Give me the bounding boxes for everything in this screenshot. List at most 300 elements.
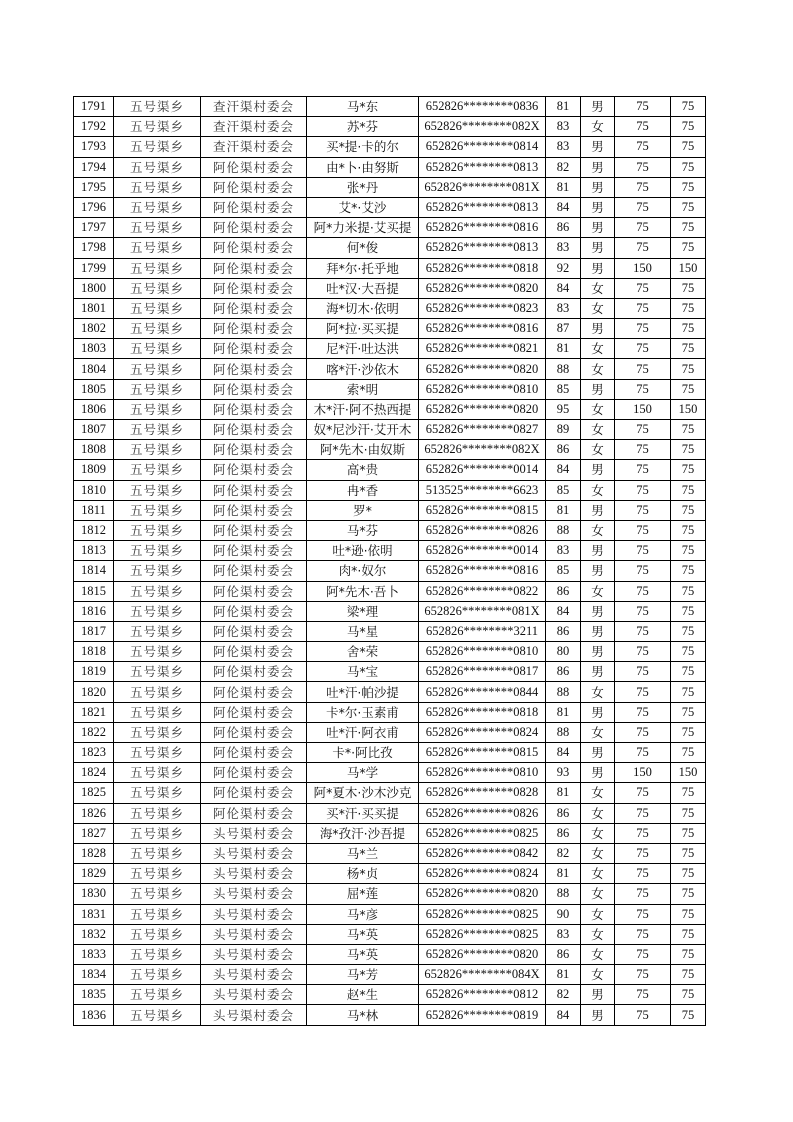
village-committee-cell: 阿伦渠村委会 [201, 319, 307, 339]
subsidy-standard-cell: 75 [615, 581, 671, 601]
table-row [74, 420, 706, 440]
age-cell: 86 [546, 823, 581, 843]
age-cell: 86 [546, 803, 581, 823]
subsidy-standard-cell: 75 [615, 722, 671, 742]
table-row [74, 621, 706, 641]
table-row [74, 238, 706, 258]
township-cell: 五号渠乡 [114, 238, 201, 258]
gender-cell: 男 [581, 743, 615, 763]
township-cell: 五号渠乡 [114, 884, 201, 904]
table-row [74, 177, 706, 197]
subsidy-amount-cell: 75 [671, 520, 706, 540]
id-number-cell: 652826********0815 [419, 743, 546, 763]
id-number-cell: 652826********0828 [419, 783, 546, 803]
village-committee-cell: 头号渠村委会 [201, 884, 307, 904]
table-row [74, 137, 706, 157]
name-cell: 罗* [307, 500, 419, 520]
name-cell: 索*明 [307, 379, 419, 399]
table-row [74, 460, 706, 480]
row-number-cell: 1822 [74, 722, 114, 742]
village-committee-cell: 阿伦渠村委会 [201, 359, 307, 379]
subsidy-standard-cell: 75 [615, 803, 671, 823]
age-cell: 83 [546, 117, 581, 137]
row-number-cell: 1803 [74, 339, 114, 359]
age-cell: 85 [546, 480, 581, 500]
gender-cell: 男 [581, 1005, 615, 1025]
gender-cell: 男 [581, 561, 615, 581]
township-cell: 五号渠乡 [114, 197, 201, 217]
age-cell: 81 [546, 864, 581, 884]
row-number-cell: 1816 [74, 601, 114, 621]
subsidy-standard-cell: 75 [615, 621, 671, 641]
age-cell: 86 [546, 218, 581, 238]
village-committee-cell: 阿伦渠村委会 [201, 621, 307, 641]
subsidy-standard-cell: 75 [615, 379, 671, 399]
id-number-cell: 652826********0817 [419, 662, 546, 682]
id-number-cell: 652826********0836 [419, 97, 546, 117]
age-cell: 81 [546, 177, 581, 197]
township-cell: 五号渠乡 [114, 420, 201, 440]
township-cell: 五号渠乡 [114, 379, 201, 399]
subsidy-standard-cell: 75 [615, 561, 671, 581]
township-cell: 五号渠乡 [114, 682, 201, 702]
township-cell: 五号渠乡 [114, 985, 201, 1005]
subsidy-standard-cell: 150 [615, 399, 671, 419]
subsidy-amount-cell: 75 [671, 722, 706, 742]
table-row [74, 783, 706, 803]
township-cell: 五号渠乡 [114, 823, 201, 843]
id-number-cell: 652826********081X [419, 601, 546, 621]
township-cell: 五号渠乡 [114, 460, 201, 480]
id-number-cell: 652826********0825 [419, 904, 546, 924]
name-cell: 艾*·艾沙 [307, 197, 419, 217]
table-row [74, 218, 706, 238]
row-number-cell: 1792 [74, 117, 114, 137]
gender-cell: 女 [581, 722, 615, 742]
row-number-cell: 1832 [74, 924, 114, 944]
gender-cell: 男 [581, 702, 615, 722]
subsidy-amount-cell: 75 [671, 662, 706, 682]
subsidy-amount-cell: 75 [671, 298, 706, 318]
subsidy-amount-cell: 75 [671, 197, 706, 217]
name-cell: 买*汗·买买提 [307, 803, 419, 823]
gender-cell: 女 [581, 843, 615, 863]
table-row [74, 743, 706, 763]
row-number-cell: 1826 [74, 803, 114, 823]
subsidy-standard-cell: 150 [615, 763, 671, 783]
id-number-cell: 652826********0824 [419, 864, 546, 884]
table-row [74, 480, 706, 500]
subsidy-amount-cell: 75 [671, 177, 706, 197]
name-cell: 马*兰 [307, 843, 419, 863]
township-cell: 五号渠乡 [114, 561, 201, 581]
gender-cell: 男 [581, 137, 615, 157]
gender-cell: 男 [581, 642, 615, 662]
table-row [74, 965, 706, 985]
township-cell: 五号渠乡 [114, 722, 201, 742]
table-row [74, 944, 706, 964]
subsidy-amount-cell: 75 [671, 843, 706, 863]
table-row [74, 803, 706, 823]
id-number-cell: 652826********0820 [419, 399, 546, 419]
subsidy-amount-cell: 75 [671, 985, 706, 1005]
row-number-cell: 1833 [74, 944, 114, 964]
gender-cell: 女 [581, 924, 615, 944]
age-cell: 81 [546, 339, 581, 359]
row-number-cell: 1812 [74, 520, 114, 540]
village-committee-cell: 查汗渠村委会 [201, 117, 307, 137]
name-cell: 马*英 [307, 944, 419, 964]
village-committee-cell: 阿伦渠村委会 [201, 601, 307, 621]
subsidy-standard-cell: 75 [615, 823, 671, 843]
township-cell: 五号渠乡 [114, 137, 201, 157]
row-number-cell: 1819 [74, 662, 114, 682]
gender-cell: 女 [581, 420, 615, 440]
township-cell: 五号渠乡 [114, 662, 201, 682]
row-number-cell: 1808 [74, 440, 114, 460]
subsidy-amount-cell: 75 [671, 541, 706, 561]
village-committee-cell: 头号渠村委会 [201, 1005, 307, 1025]
gender-cell: 女 [581, 884, 615, 904]
subsidy-standard-cell: 75 [615, 278, 671, 298]
subsidy-amount-cell: 75 [671, 743, 706, 763]
subsidy-standard-cell: 75 [615, 298, 671, 318]
id-number-cell: 652826********0822 [419, 581, 546, 601]
name-cell: 卡*·阿比孜 [307, 743, 419, 763]
name-cell: 冉*香 [307, 480, 419, 500]
age-cell: 80 [546, 642, 581, 662]
age-cell: 83 [546, 924, 581, 944]
table-row [74, 924, 706, 944]
row-number-cell: 1815 [74, 581, 114, 601]
id-number-cell: 513525********6623 [419, 480, 546, 500]
row-number-cell: 1831 [74, 904, 114, 924]
table-row [74, 823, 706, 843]
row-number-cell: 1795 [74, 177, 114, 197]
subsidy-amount-cell: 75 [671, 117, 706, 137]
village-committee-cell: 阿伦渠村委会 [201, 238, 307, 258]
subsidy-amount-cell: 75 [671, 682, 706, 702]
village-committee-cell: 阿伦渠村委会 [201, 480, 307, 500]
row-number-cell: 1793 [74, 137, 114, 157]
subsidy-amount-cell: 75 [671, 864, 706, 884]
subsidy-amount-cell: 75 [671, 944, 706, 964]
subsidy-amount-cell: 75 [671, 278, 706, 298]
table-row [74, 278, 706, 298]
table-row [74, 561, 706, 581]
township-cell: 五号渠乡 [114, 783, 201, 803]
age-cell: 86 [546, 944, 581, 964]
subsidy-amount-cell: 75 [671, 440, 706, 460]
table-row [74, 601, 706, 621]
row-number-cell: 1824 [74, 763, 114, 783]
table-row [74, 379, 706, 399]
village-committee-cell: 头号渠村委会 [201, 924, 307, 944]
gender-cell: 男 [581, 460, 615, 480]
name-cell: 吐*汗·阿衣甫 [307, 722, 419, 742]
subsidy-amount-cell: 75 [671, 379, 706, 399]
village-committee-cell: 头号渠村委会 [201, 985, 307, 1005]
document-page [73, 96, 706, 1026]
township-cell: 五号渠乡 [114, 480, 201, 500]
subsidy-standard-cell: 75 [615, 682, 671, 702]
row-number-cell: 1829 [74, 864, 114, 884]
table-body [74, 97, 706, 1026]
subsidy-amount-cell: 75 [671, 702, 706, 722]
village-committee-cell: 阿伦渠村委会 [201, 399, 307, 419]
table-row [74, 884, 706, 904]
township-cell: 五号渠乡 [114, 258, 201, 278]
subsidy-table [73, 96, 706, 1026]
row-number-cell: 1804 [74, 359, 114, 379]
village-committee-cell: 阿伦渠村委会 [201, 157, 307, 177]
name-cell: 马*林 [307, 1005, 419, 1025]
row-number-cell: 1821 [74, 702, 114, 722]
row-number-cell: 1807 [74, 420, 114, 440]
subsidy-standard-cell: 75 [615, 904, 671, 924]
age-cell: 83 [546, 238, 581, 258]
subsidy-standard-cell: 75 [615, 97, 671, 117]
id-number-cell: 652826********0827 [419, 420, 546, 440]
table-row [74, 258, 706, 278]
name-cell: 奴*尼沙汗·艾开木 [307, 420, 419, 440]
subsidy-amount-cell: 75 [671, 581, 706, 601]
gender-cell: 男 [581, 621, 615, 641]
age-cell: 92 [546, 258, 581, 278]
name-cell: 肉*·奴尔 [307, 561, 419, 581]
name-cell: 马*芳 [307, 965, 419, 985]
age-cell: 88 [546, 722, 581, 742]
subsidy-standard-cell: 75 [615, 319, 671, 339]
subsidy-amount-cell: 75 [671, 823, 706, 843]
village-committee-cell: 阿伦渠村委会 [201, 682, 307, 702]
township-cell: 五号渠乡 [114, 218, 201, 238]
village-committee-cell: 头号渠村委会 [201, 965, 307, 985]
row-number-cell: 1830 [74, 884, 114, 904]
subsidy-amount-cell: 150 [671, 258, 706, 278]
row-number-cell: 1809 [74, 460, 114, 480]
gender-cell: 男 [581, 541, 615, 561]
age-cell: 82 [546, 843, 581, 863]
village-committee-cell: 阿伦渠村委会 [201, 440, 307, 460]
row-number-cell: 1836 [74, 1005, 114, 1025]
age-cell: 86 [546, 662, 581, 682]
id-number-cell: 652826********0816 [419, 319, 546, 339]
name-cell: 高*贵 [307, 460, 419, 480]
age-cell: 90 [546, 904, 581, 924]
gender-cell: 女 [581, 803, 615, 823]
name-cell: 阿*力米提·艾买提 [307, 218, 419, 238]
name-cell: 吐*汉·大吾提 [307, 278, 419, 298]
row-number-cell: 1814 [74, 561, 114, 581]
age-cell: 81 [546, 97, 581, 117]
subsidy-amount-cell: 75 [671, 339, 706, 359]
name-cell: 马*学 [307, 763, 419, 783]
subsidy-standard-cell: 75 [615, 197, 671, 217]
age-cell: 84 [546, 278, 581, 298]
gender-cell: 女 [581, 480, 615, 500]
gender-cell: 女 [581, 278, 615, 298]
gender-cell: 男 [581, 177, 615, 197]
row-number-cell: 1818 [74, 642, 114, 662]
subsidy-standard-cell: 75 [615, 339, 671, 359]
id-number-cell: 652826********0014 [419, 541, 546, 561]
village-committee-cell: 阿伦渠村委会 [201, 783, 307, 803]
gender-cell: 男 [581, 157, 615, 177]
id-number-cell: 652826********0810 [419, 642, 546, 662]
row-number-cell: 1802 [74, 319, 114, 339]
gender-cell: 女 [581, 359, 615, 379]
village-committee-cell: 阿伦渠村委会 [201, 339, 307, 359]
table-row [74, 581, 706, 601]
subsidy-amount-cell: 75 [671, 884, 706, 904]
gender-cell: 女 [581, 117, 615, 137]
name-cell: 吐*汗·帕沙提 [307, 682, 419, 702]
village-committee-cell: 阿伦渠村委会 [201, 278, 307, 298]
village-committee-cell: 阿伦渠村委会 [201, 662, 307, 682]
subsidy-standard-cell: 75 [615, 702, 671, 722]
gender-cell: 男 [581, 319, 615, 339]
township-cell: 五号渠乡 [114, 500, 201, 520]
age-cell: 84 [546, 601, 581, 621]
id-number-cell: 652826********0826 [419, 520, 546, 540]
subsidy-amount-cell: 75 [671, 460, 706, 480]
age-cell: 95 [546, 399, 581, 419]
id-number-cell: 652826********0820 [419, 359, 546, 379]
subsidy-standard-cell: 75 [615, 500, 671, 520]
subsidy-standard-cell: 75 [615, 460, 671, 480]
subsidy-standard-cell: 75 [615, 420, 671, 440]
id-number-cell: 652826********0826 [419, 803, 546, 823]
gender-cell: 女 [581, 581, 615, 601]
id-number-cell: 652826********0844 [419, 682, 546, 702]
table-row [74, 702, 706, 722]
subsidy-amount-cell: 75 [671, 319, 706, 339]
village-committee-cell: 阿伦渠村委会 [201, 541, 307, 561]
subsidy-amount-cell: 150 [671, 763, 706, 783]
age-cell: 84 [546, 460, 581, 480]
row-number-cell: 1835 [74, 985, 114, 1005]
table-row [74, 319, 706, 339]
row-number-cell: 1828 [74, 843, 114, 863]
township-cell: 五号渠乡 [114, 621, 201, 641]
township-cell: 五号渠乡 [114, 924, 201, 944]
id-number-cell: 652826********0810 [419, 379, 546, 399]
age-cell: 88 [546, 682, 581, 702]
subsidy-standard-cell: 75 [615, 944, 671, 964]
id-number-cell: 652826********0818 [419, 702, 546, 722]
age-cell: 84 [546, 1005, 581, 1025]
age-cell: 86 [546, 440, 581, 460]
village-committee-cell: 阿伦渠村委会 [201, 379, 307, 399]
age-cell: 83 [546, 137, 581, 157]
name-cell: 马*东 [307, 97, 419, 117]
name-cell: 海*孜汗·沙吾提 [307, 823, 419, 843]
village-committee-cell: 阿伦渠村委会 [201, 218, 307, 238]
name-cell: 赵*生 [307, 985, 419, 1005]
name-cell: 拜*尔·托乎地 [307, 258, 419, 278]
table-row [74, 359, 706, 379]
table-row [74, 682, 706, 702]
table-row [74, 541, 706, 561]
age-cell: 86 [546, 621, 581, 641]
township-cell: 五号渠乡 [114, 298, 201, 318]
subsidy-standard-cell: 75 [615, 642, 671, 662]
township-cell: 五号渠乡 [114, 97, 201, 117]
subsidy-standard-cell: 75 [615, 601, 671, 621]
id-number-cell: 652826********0820 [419, 944, 546, 964]
subsidy-standard-cell: 75 [615, 177, 671, 197]
township-cell: 五号渠乡 [114, 864, 201, 884]
row-number-cell: 1805 [74, 379, 114, 399]
age-cell: 89 [546, 420, 581, 440]
gender-cell: 女 [581, 783, 615, 803]
gender-cell: 女 [581, 682, 615, 702]
township-cell: 五号渠乡 [114, 339, 201, 359]
id-number-cell: 652826********0810 [419, 763, 546, 783]
subsidy-standard-cell: 75 [615, 238, 671, 258]
id-number-cell: 652826********0818 [419, 258, 546, 278]
village-committee-cell: 查汗渠村委会 [201, 137, 307, 157]
subsidy-standard-cell: 75 [615, 440, 671, 460]
id-number-cell: 652826********082X [419, 117, 546, 137]
name-cell: 阿*先木·吾卜 [307, 581, 419, 601]
age-cell: 85 [546, 561, 581, 581]
id-number-cell: 652826********081X [419, 177, 546, 197]
row-number-cell: 1820 [74, 682, 114, 702]
township-cell: 五号渠乡 [114, 702, 201, 722]
township-cell: 五号渠乡 [114, 843, 201, 863]
id-number-cell: 652826********0812 [419, 985, 546, 1005]
village-committee-cell: 阿伦渠村委会 [201, 743, 307, 763]
name-cell: 阿*先木·由奴斯 [307, 440, 419, 460]
table-row [74, 440, 706, 460]
id-number-cell: 652826********0816 [419, 561, 546, 581]
subsidy-amount-cell: 75 [671, 561, 706, 581]
row-number-cell: 1800 [74, 278, 114, 298]
subsidy-standard-cell: 75 [615, 662, 671, 682]
subsidy-amount-cell: 75 [671, 157, 706, 177]
age-cell: 93 [546, 763, 581, 783]
row-number-cell: 1796 [74, 197, 114, 217]
table-row [74, 97, 706, 117]
id-number-cell: 652826********0819 [419, 1005, 546, 1025]
subsidy-standard-cell: 75 [615, 480, 671, 500]
township-cell: 五号渠乡 [114, 904, 201, 924]
gender-cell: 女 [581, 440, 615, 460]
gender-cell: 女 [581, 904, 615, 924]
gender-cell: 男 [581, 97, 615, 117]
age-cell: 83 [546, 541, 581, 561]
subsidy-amount-cell: 75 [671, 218, 706, 238]
table-row [74, 520, 706, 540]
id-number-cell: 652826********0823 [419, 298, 546, 318]
subsidy-standard-cell: 75 [615, 1005, 671, 1025]
id-number-cell: 652826********0821 [419, 339, 546, 359]
village-committee-cell: 阿伦渠村委会 [201, 561, 307, 581]
village-committee-cell: 阿伦渠村委会 [201, 763, 307, 783]
name-cell: 梁*理 [307, 601, 419, 621]
subsidy-standard-cell: 75 [615, 843, 671, 863]
subsidy-standard-cell: 75 [615, 743, 671, 763]
age-cell: 88 [546, 520, 581, 540]
township-cell: 五号渠乡 [114, 319, 201, 339]
gender-cell: 女 [581, 298, 615, 318]
name-cell: 阿*夏木·沙木沙克 [307, 783, 419, 803]
township-cell: 五号渠乡 [114, 157, 201, 177]
age-cell: 87 [546, 319, 581, 339]
row-number-cell: 1834 [74, 965, 114, 985]
